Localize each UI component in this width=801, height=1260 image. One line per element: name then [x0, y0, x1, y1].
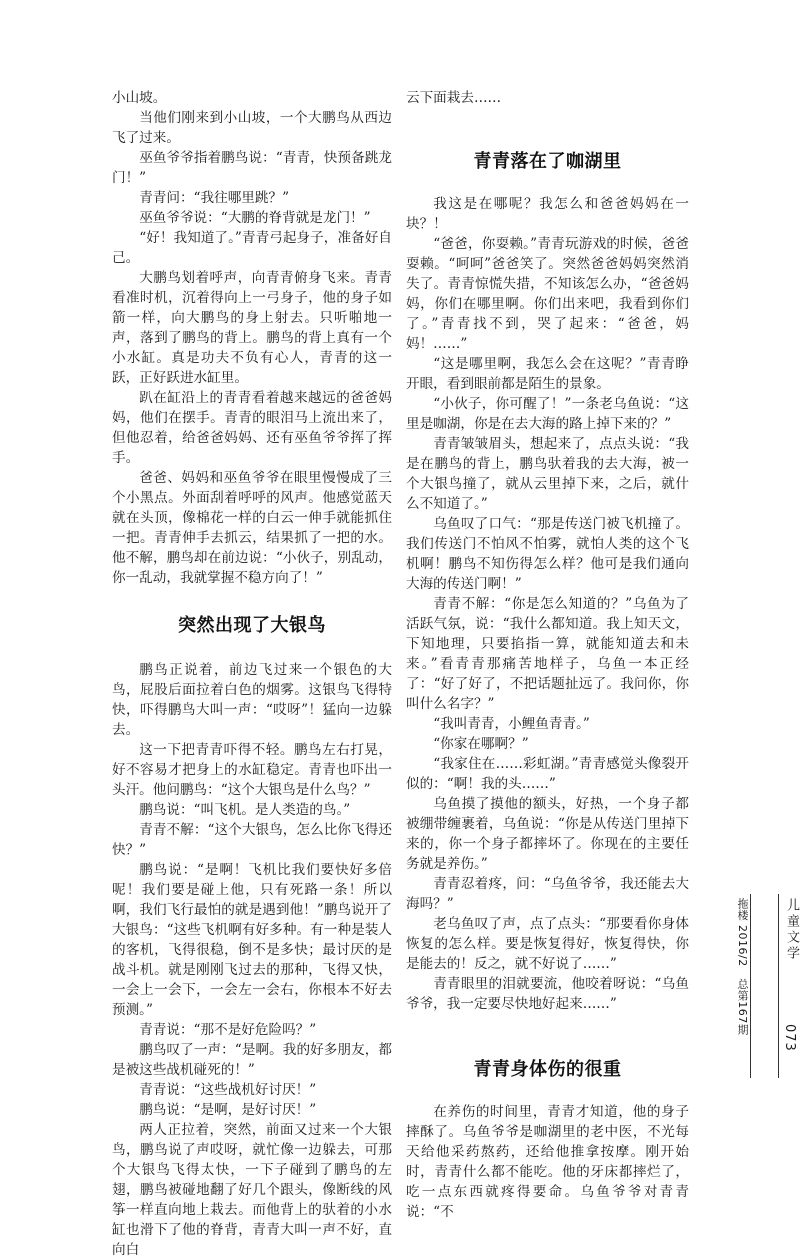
paragraph: 这一下把青青吓得不轻。鹏鸟左右打晃，好不容易才把身上的水缸稳定。青青也吓出一头汗。他问鹏鸟：“这个大银鸟是什么鸟？”	[112, 742, 392, 798]
paragraph: 青青皱皱眉头，想起来了，点点头说：“我是在鹏鸟的背上，鹏鸟驮着我的去大海，被一个大银鸟撞了，就从云里掉下来，之后，就什么不知道了。”	[406, 436, 689, 512]
paragraph: 青青不解：“你是怎么知道的？”乌鱼为了活跃气氛，说：“我什么都知道。我上知天文，下知地理，只要掐指一算，就能知道去和未来。”看青青那痛苦地样子，乌鱼一本正经了：“好了好了，不把话题扯远了。我问你，你叫什么名字？”	[406, 596, 689, 712]
paragraph: 鹏鸟说：“是啊，是好讨厌！”	[139, 1102, 317, 1118]
page-number: 073	[782, 1024, 797, 1052]
paragraph: 巫鱼爷爷指着鹏鸟说：“青青，快预备跳龙门！”	[112, 150, 392, 186]
section-title-serious-injury: 青青身体伤的很重	[473, 1059, 622, 1080]
paragraph: 鹏鸟说：“叫飞机。是人类造的鸟。”	[139, 802, 351, 818]
page-sidebar	[726, 890, 799, 1078]
paragraph: 大鹏鸟划着呼声，向青青俯身飞来。青青看准时机，沉着得向上一弓身子，他的身子如箭一样，向大鹏鸟的身上射去。只听啪地一声，落到了鹏鸟的背上。鹏鸟的背上真有一个小水缸。真是功夫不负有心人，青青的这一跃，正好跃进水缸里。	[112, 270, 392, 386]
sidebar-rule-left	[750, 894, 751, 1078]
paragraph: 乌鱼摸了摸他的额头，好热，一个身子都被绷带缠裹着，乌鱼说：“你是从传送门里掉下来的，你一个身子都摔坏了。你现在的主要任务就是养伤。”	[406, 796, 689, 872]
paragraph: 鹏鸟叹了一声：“是啊。我的好多朋友，都是被这些战机碰死的！”	[112, 1042, 392, 1078]
paragraph: 当他们刚来到小山坡，一个大鹏鸟从西边飞了过来。	[112, 110, 392, 146]
left-column	[112, 88, 392, 1260]
paragraph: 乌鱼叹了口气：“那是传送门被飞机撞了。我们传送门不怕风不怕雾，就怕人类的这个飞机啊！鹏鸟不知伤得怎么样？他可是我们通向大海的传送门啊！”	[406, 516, 689, 592]
paragraph: “这是哪里啊，我怎么会在这呢？”青青睁开眼，看到眼前都是陌生的景象。	[406, 356, 689, 392]
paragraph: 青青忍着疼，问：“乌鱼爷爷，我还能去大海吗？”	[406, 876, 689, 912]
paragraph: 巫鱼爷爷说：“大鹏的脊背就是龙门！”	[139, 210, 371, 226]
issue-info: 拖楼 2016/2 总第167期	[736, 898, 749, 1036]
paragraph: 青青不解：“这个大银鸟，怎么比你飞得还快？”	[112, 822, 392, 858]
section-body-serious-injury	[406, 1102, 689, 1222]
section-body-silver-bird	[112, 660, 392, 1260]
paragraph: 我这是在哪呢？我怎么和爸爸妈妈在一块？！	[406, 196, 689, 232]
paragraph: “好！我知道了。”青青弓起身子，准备好自己。	[112, 230, 392, 266]
paragraph: “小伙子，你可醒了！”一条老乌鱼说：“这里是咖湖，你是在去大海的路上掉下来的？”	[406, 396, 689, 432]
sidebar-rule-right	[778, 894, 779, 1078]
paragraph: 老乌鱼叹了声，点了点头：“那要看你身体恢复的怎么样。要是恢复得好，恢复得快，你是能去的！反之，就不好说了……”	[406, 916, 689, 972]
paragraph: 青青说：“那不是好危险吗？”	[139, 1022, 317, 1038]
paragraph: 青青说：“这些战机好讨厌！”	[139, 1082, 317, 1098]
paragraph: 青青眼里的泪就要流，他咬着呀说：“乌鱼爷爷，我一定要尽快地好起来……”	[406, 976, 689, 1012]
magazine-name: 儿童文学	[784, 898, 799, 962]
paragraph: 趴在缸沿上的青青看着越来越远的爸爸妈妈，他们在摆手。青青的眼泪马上流出来了，但他忍着，给爸爸妈妈、还有巫鱼爷爷挥了挥手。	[112, 390, 392, 466]
paragraph: 鹏鸟正说着，前边飞过来一个银色的大鸟，屁股后面拉着白色的烟雾。这银鸟飞得特快，吓得鹏鸟大叫一声：“哎呀”！猛向一边躲去。	[112, 662, 392, 738]
paragraph: 在养伤的时间里，青青才知道，他的身子摔酥了。乌鱼爷爷是咖湖里的老中医，不光每天给他采药熬药，还给他推拿按摩。刚开始时，青青什么都不能吃。他的牙床都摔烂了，吃一点东西就疼得要命。乌鱼爷爷对青青说：“不	[406, 1104, 689, 1220]
section-title-coffee-lake: 青青落在了咖湖里	[473, 151, 622, 172]
paragraph: “爸爸，你耍赖。”青青玩游戏的时候，爸爸耍赖。“呵呵”爸爸笑了。突然爸爸妈妈突然消失了。青青惊慌失措，不知该怎么办，“爸爸妈妈，你们在哪里啊。你们出来吧，我看到你们了。”青青找不到，哭了起来：“爸爸，妈妈！……”	[406, 236, 689, 352]
paragraph: 青青问：“我往哪里跳？”	[139, 190, 290, 206]
continuation-line: 云下面栽去……	[406, 90, 502, 106]
section-body-coffee-lake	[406, 194, 689, 1014]
section-title-silver-bird: 突然出现了大银鸟	[178, 615, 326, 636]
right-column	[406, 88, 689, 1222]
paragraph: 爸爸、妈妈和巫鱼爷爷在眼里慢慢成了三个小黑点。外面刮着呼呼的风声。他感觉蓝天就在头顶，像棉花一样的白云一伸手就能抓住一把。青青伸手去抓云，结果抓了一把的水。他不解，鹏鸟却在前边说：“小伙子，别乱动，你一乱动，我就掌握不稳方向了！”	[112, 470, 392, 586]
paragraph: “我叫青青，小鲤鱼青青。”	[433, 716, 590, 732]
paragraph: 鹏鸟说：“是啊！飞机比我们要快好多倍呢！我们要是碰上他，只有死路一条！所以啊，我们飞行最怕的就是遇到他！”鹏鸟说开了大银鸟：“这些飞机啊有好多种。有一种是装人的客机，飞得很稳，倒不是多快；最讨厌的是战斗机。就是刚刚飞过去的那种，飞得又快，一会上一会下，一会左一会右，你根本不好去预测。”	[112, 862, 392, 1018]
paragraph: 小山坡。	[112, 90, 167, 106]
paragraph: 两人正拉着，突然，前面又过来一个大银鸟，鹏鸟说了声哎呀，就忙像一边躲去，可那个大银鸟飞得太快，一下子碰到了鹏鸟的左翅，鹏鸟被碰地翻了好几个跟头，像断线的风筝一样直向地上栽去。而他背上的驮着的小水缸也滑下了他的脊背，青青大叫一声不好，直向白	[112, 1122, 392, 1258]
paragraph: “我家住在……彩虹湖。”青青感觉头像裂开似的：“啊！我的头……”	[406, 756, 689, 792]
paragraph: “你家在哪啊？”	[433, 736, 529, 752]
left-top-text	[112, 88, 392, 588]
